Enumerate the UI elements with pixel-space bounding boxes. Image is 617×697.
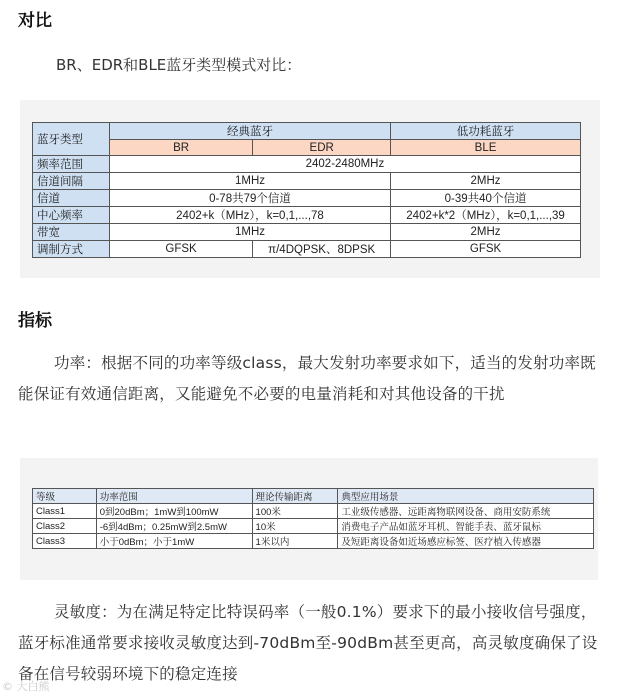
watermark-logo: © 大白熊 xyxy=(2,680,50,693)
power-class-table xyxy=(32,488,594,549)
table-row xyxy=(33,190,581,207)
table-cell: π/4DQPSK、8DPSK xyxy=(253,241,391,258)
table-cell: 1MHz xyxy=(109,173,390,190)
table-row xyxy=(33,207,581,224)
col-br: BR xyxy=(109,140,252,156)
row-label: 中心频率 xyxy=(33,207,110,224)
table-cell: 100米 xyxy=(252,504,338,519)
table-cell: Class2 xyxy=(33,519,97,534)
comparison-table xyxy=(32,122,581,258)
table-cell: 工业级传感器、远距离物联网设备、商用安防系统 xyxy=(338,504,594,519)
section-heading-metrics: 指标 xyxy=(18,311,52,331)
table-cell: 0-39共40个信道 xyxy=(391,190,581,207)
row-label: 信道间隔 xyxy=(33,173,110,190)
table-cell: 及短距离设备如近场感应标签、医疗植入传感器 xyxy=(338,534,594,549)
row-label: 频率范围 xyxy=(33,156,110,173)
col-edr: EDR xyxy=(253,140,391,156)
table-row xyxy=(33,173,581,190)
table-cell: 2402+k*2（MHz），k=0,1,...,39 xyxy=(391,207,581,224)
row-label: 调制方式 xyxy=(33,241,110,258)
sensitivity-paragraph: 灵敏度：为在满足特定比特误码率（一般0.1%）要求下的最小接收信号强度，蓝牙标准通常要求接收灵敏度达到-70dBm至-90dBm甚至更高，高灵敏度确保了设备在信号较弱环境下的稳定连接 xyxy=(18,603,598,683)
table-row xyxy=(33,534,594,549)
comparison-intro: BR、EDR和BLE蓝牙类型模式对比： xyxy=(56,56,302,74)
row-label: 信道 xyxy=(33,190,110,207)
col-header-power: 功率范围 xyxy=(96,489,252,504)
table-cell: 2MHz xyxy=(391,224,581,241)
table-cell: 消费电子产品如蓝牙耳机、智能手表、蓝牙鼠标 xyxy=(338,519,594,534)
table-cell: 2402-2480MHz xyxy=(109,156,580,173)
col-header-distance: 理论传输距离 xyxy=(252,489,338,504)
table-cell: 2MHz xyxy=(391,173,581,190)
table-cell: Class3 xyxy=(33,534,97,549)
table-cell: 1米以内 xyxy=(252,534,338,549)
table-cell: -6到4dBm；0.25mW到2.5mW xyxy=(96,519,252,534)
table-row xyxy=(33,519,594,534)
table-cell: 0到20dBm；1mW到100mW xyxy=(96,504,252,519)
table-cell: GFSK xyxy=(391,241,581,258)
col-header-scenario: 典型应用场景 xyxy=(338,489,594,504)
table-cell: Class1 xyxy=(33,504,97,519)
table-row xyxy=(33,224,581,241)
table-corner: 蓝牙类型 xyxy=(33,123,110,156)
table-cell: 2402+k（MHz），k=0,1,...,78 xyxy=(109,207,390,224)
table-cell: 0-78共79个信道 xyxy=(109,190,390,207)
section-heading-comparison: 对比 xyxy=(18,11,52,31)
table-row xyxy=(33,241,581,258)
table-cell: 1MHz xyxy=(109,224,390,241)
col-ble: BLE xyxy=(391,140,581,156)
table-cell: 10米 xyxy=(252,519,338,534)
col-header-class: 等级 xyxy=(33,489,97,504)
table-cell: GFSK xyxy=(109,241,252,258)
power-paragraph: 功率：根据不同的功率等级class，最大发射功率要求如下，适当的发射功率既能保证有效通信距离，又能避免不必要的电量消耗和对其他设备的干扰 xyxy=(18,354,596,403)
table-cell: 小于0dBm；小于1mW xyxy=(96,534,252,549)
row-label: 带宽 xyxy=(33,224,110,241)
group-classic: 经典蓝牙 xyxy=(109,123,390,140)
group-low-energy: 低功耗蓝牙 xyxy=(391,123,581,140)
table-row xyxy=(33,504,594,519)
table-row xyxy=(33,156,581,173)
